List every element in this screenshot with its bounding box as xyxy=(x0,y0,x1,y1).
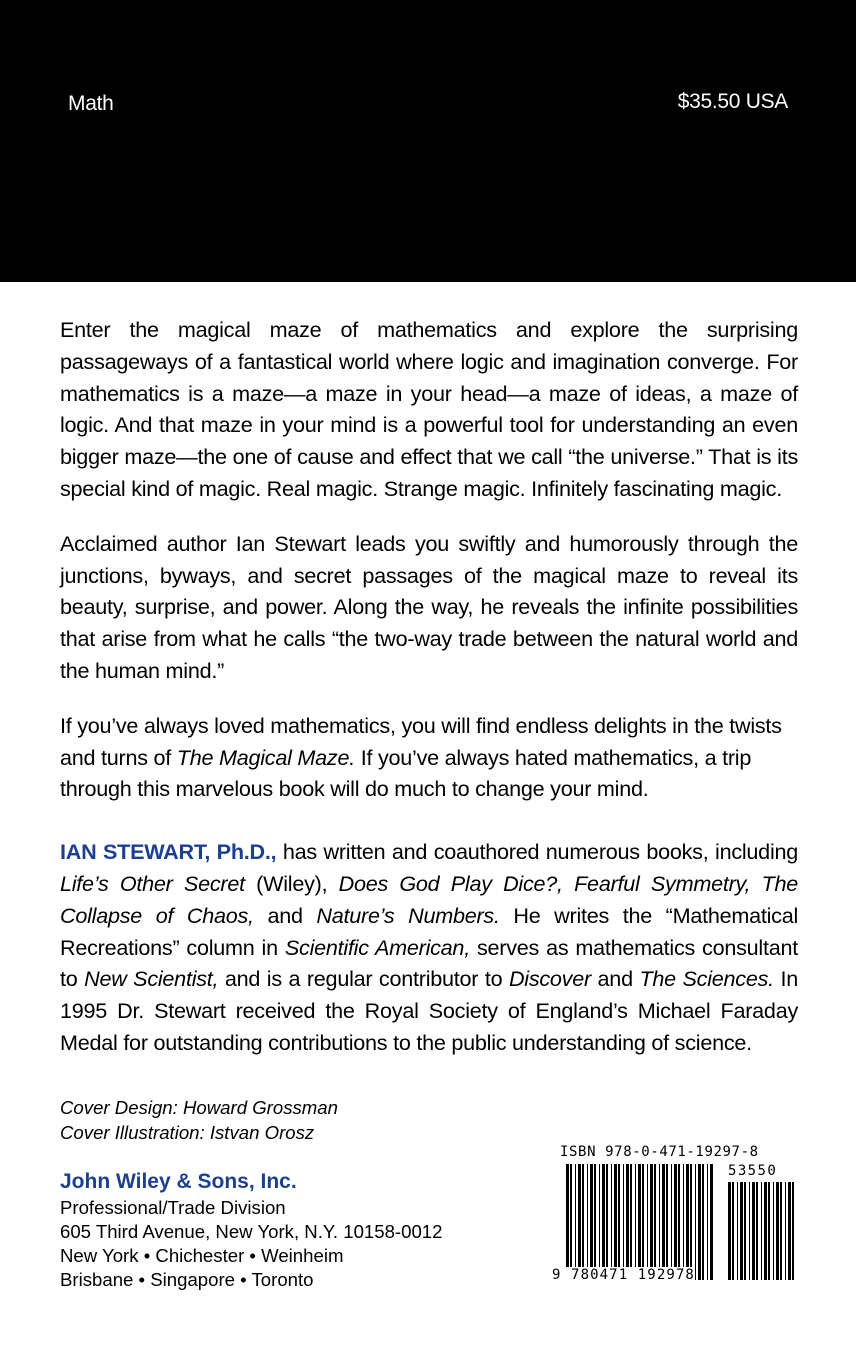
barcode-bar xyxy=(578,1164,581,1280)
barcode-bar xyxy=(764,1182,767,1280)
barcode-bar xyxy=(630,1164,632,1280)
author-bio xyxy=(60,836,798,1059)
barcode-bar xyxy=(566,1164,569,1280)
barcode-bar xyxy=(594,1164,596,1280)
barcode-bar xyxy=(756,1182,758,1280)
bio-magazine-4: The Sciences. xyxy=(639,966,774,992)
barcode-bar xyxy=(590,1164,593,1280)
bio-text-7: and xyxy=(590,966,640,992)
barcode-bar xyxy=(686,1164,689,1280)
bio-text-6: and is a regular contributor to xyxy=(218,966,509,992)
barcode-bar xyxy=(768,1182,770,1280)
barcode-bar xyxy=(710,1164,713,1280)
blurb-p3-text-b: If you’ve always hated mathematics, a trip through this marvelous book will do much to change your mind. xyxy=(60,744,752,802)
publisher-block xyxy=(60,1168,443,1292)
barcode-bar xyxy=(666,1164,668,1280)
barcode-bar xyxy=(707,1164,708,1280)
top-black-band xyxy=(0,0,856,282)
barcode-bar xyxy=(599,1164,600,1280)
blurb-paragraph-1: Enter the magical maze of mathematics and explore the surprising passageways of a fantastical world where logic and imagination converge. For mathematics is a maze—a maze in your head—a maze of ideas, a maze of logic. And that maze in your mind is a powerful tool for understanding an even bigger maze—the one of cause and effect that we call “the universe.” That is its special kind of magic. Real magic. Strange magic. Infinitely fascinating magic. xyxy=(60,317,798,501)
barcode-bar xyxy=(728,1182,731,1280)
bio-book-3: Nature’s Numbers. xyxy=(316,902,500,928)
barcode-bar xyxy=(740,1182,743,1280)
barcode-bar xyxy=(618,1164,620,1280)
barcode-bar xyxy=(702,1164,704,1280)
barcode-bar xyxy=(776,1182,779,1280)
author-name: IAN STEWART, Ph.D., xyxy=(60,839,277,865)
cover-illustration-credit: Cover Illustration: Istvan Orosz xyxy=(60,1122,315,1143)
bio-magazine-1: Scientific American, xyxy=(284,934,470,960)
barcode-bar xyxy=(611,1164,612,1280)
blurb-paragraph-2: Acclaimed author Ian Stewart leads you swiftly and humorously through the junctions, byways, and secret passages of the magical maze to reveal its beauty, surprise, and power. Along the way, he reveals the infinite possibilities that arise from what he calls “the two-way trade between the natural world and the human mind.” xyxy=(60,530,798,683)
barcode-bar xyxy=(744,1182,746,1280)
price-supplement-code: 53550 xyxy=(728,1163,778,1179)
barcode-bar xyxy=(780,1182,782,1280)
barcode-bar xyxy=(626,1164,629,1280)
barcode-bar xyxy=(761,1182,762,1280)
bio-text-8: In 1995 Dr. Stewart received the Royal Society of England’s Michael Faraday Medal for outstanding contributions to the public understanding of science. xyxy=(60,966,798,1055)
category-label: Math xyxy=(68,92,114,115)
barcode-bar xyxy=(614,1164,617,1280)
barcode-bar xyxy=(642,1164,644,1280)
publisher-cities-1: New York • Chichester • Weinheim xyxy=(60,1245,344,1266)
bio-text-1: has written and coauthored numerous books, including xyxy=(276,839,799,865)
barcode-bar xyxy=(698,1164,701,1280)
bio-text-5: serves as mathematics consultant to xyxy=(60,934,798,992)
barcode-bar xyxy=(785,1182,786,1280)
isbn-text: ISBN 978-0-471-19297-8 xyxy=(560,1144,759,1160)
publisher-name: John Wiley & Sons, Inc. xyxy=(60,1170,297,1193)
barcode-bar xyxy=(582,1164,584,1280)
barcode-bar xyxy=(674,1164,677,1280)
barcode-bar xyxy=(732,1182,734,1280)
blurb-p3-text-a: If you’ve always loved mathematics, you will find endless delights in the twists and turns of xyxy=(60,712,782,770)
cover-design-credit: Cover Design: Howard Grossman xyxy=(60,1097,338,1118)
barcode-bar xyxy=(792,1182,794,1280)
publisher-division: Professional/Trade Division xyxy=(60,1197,286,1218)
barcode-bar xyxy=(635,1164,636,1280)
cover-credits xyxy=(60,1095,338,1145)
barcode-bar xyxy=(654,1164,656,1280)
barcode-bar xyxy=(606,1164,608,1280)
barcode-bar xyxy=(623,1164,624,1280)
barcode-bar xyxy=(678,1164,680,1280)
barcode-bar xyxy=(570,1164,572,1280)
publisher-address: 605 Third Avenue, New York, N.Y. 10158-0012 xyxy=(60,1221,443,1242)
barcode-bar xyxy=(647,1164,648,1280)
ean-bars xyxy=(566,1164,713,1280)
barcode-bar xyxy=(671,1164,672,1280)
bio-book-1: Life’s Other Secret xyxy=(60,870,245,896)
barcode-bar xyxy=(683,1164,684,1280)
bio-text-4: He writes the “Mathematical Recreations” column in xyxy=(60,902,799,960)
barcode xyxy=(552,1144,802,1290)
bio-magazine-2: New Scientist, xyxy=(84,966,219,992)
barcode-bar xyxy=(695,1164,696,1280)
price-label: $35.50 USA xyxy=(677,90,788,113)
bio-text-3: and xyxy=(253,902,317,928)
barcode-bar xyxy=(662,1164,665,1280)
barcode-bar xyxy=(587,1164,588,1280)
barcode-bar xyxy=(749,1182,750,1280)
book-title-italic: The Magical Maze. xyxy=(176,744,355,770)
barcode-bar xyxy=(752,1182,755,1280)
barcode-bar xyxy=(638,1164,641,1280)
blurb-paragraph-3 xyxy=(60,710,798,805)
barcode-bar xyxy=(690,1164,692,1280)
barcode-bar xyxy=(575,1164,576,1280)
bio-magazine-3: Discover xyxy=(508,966,591,992)
supplement-bars xyxy=(728,1182,794,1280)
barcode-bar xyxy=(737,1182,738,1280)
publisher-cities-2: Brisbane • Singapore • Toronto xyxy=(60,1269,314,1290)
barcode-bar xyxy=(788,1182,791,1280)
bio-text-2: (Wiley), xyxy=(244,870,339,896)
barcode-bar xyxy=(602,1164,605,1280)
bio-book-2: Does God Play Dice?, Fearful Symmetry, The Collapse of Chaos, xyxy=(60,870,798,928)
ean-digits: 9 780471 192978 xyxy=(552,1267,695,1283)
barcode-bar xyxy=(659,1164,660,1280)
back-cover-copy xyxy=(60,314,798,1082)
barcode-bar xyxy=(773,1182,774,1280)
barcode-bar xyxy=(650,1164,653,1280)
